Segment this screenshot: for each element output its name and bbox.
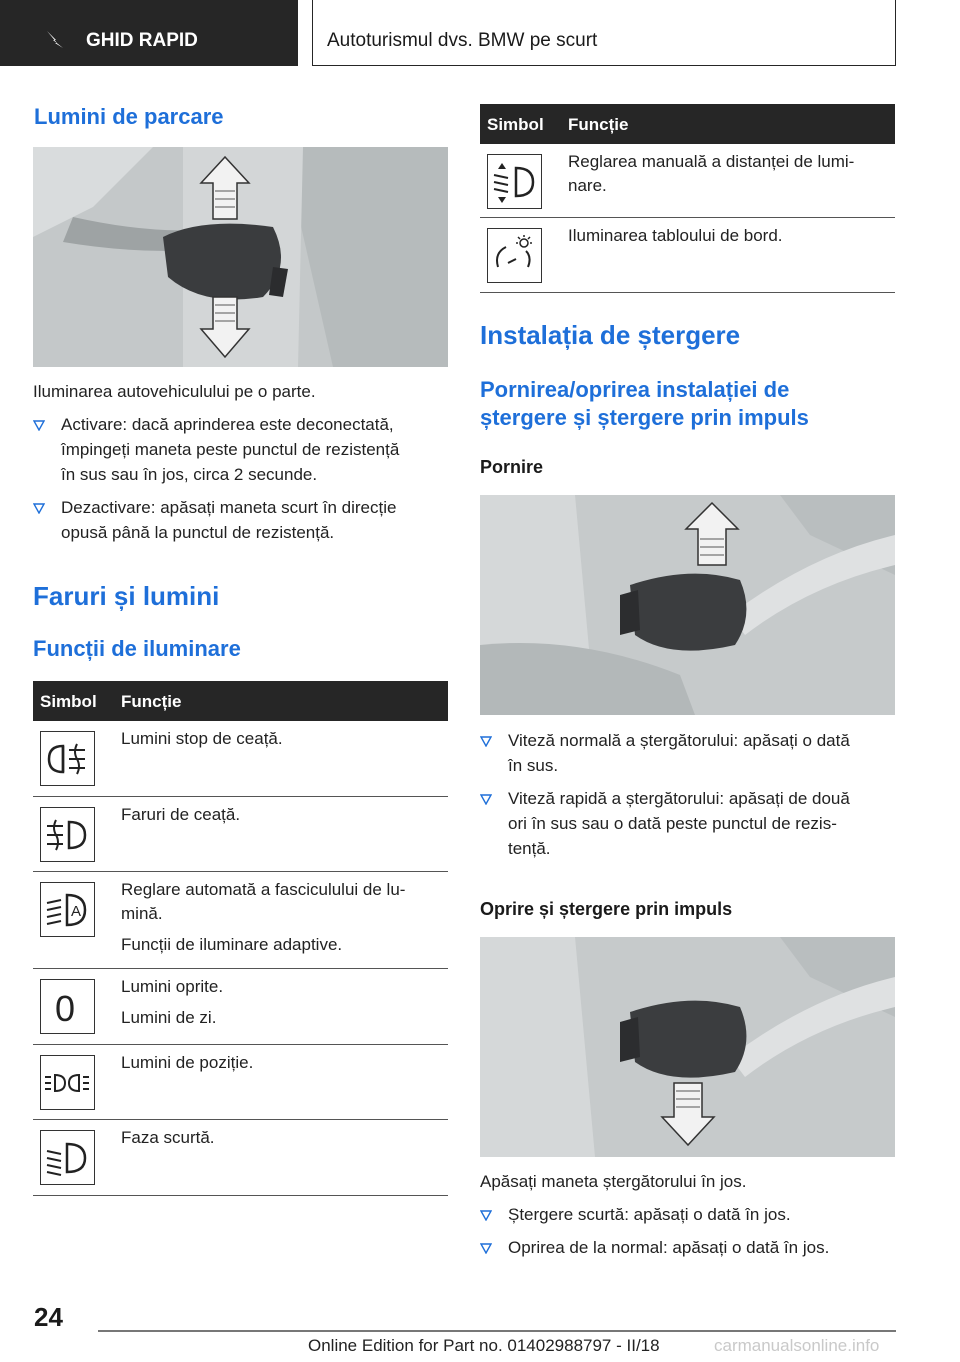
table-row bbox=[33, 721, 448, 797]
bullet-arrow-icon bbox=[480, 1243, 492, 1254]
bullet-line: Activare: dacă aprinderea este deconectată, bbox=[61, 415, 394, 434]
bullet-line: Viteză rapidă a ștergătorului: apăsați de două bbox=[508, 789, 850, 808]
row-line: Lumini oprite. bbox=[121, 977, 224, 996]
wiper-lever-up-photo bbox=[480, 495, 895, 715]
subheading-line: ștergere și ștergere prin impuls bbox=[480, 405, 809, 430]
rear-fog-light-icon bbox=[40, 731, 95, 786]
row-line: Lumini de poziție. bbox=[121, 1053, 254, 1072]
row-line: Lumini de zi. bbox=[121, 1008, 217, 1027]
col-function: Funcție bbox=[568, 115, 629, 134]
row-text bbox=[121, 1051, 253, 1075]
front-fog-light-icon bbox=[40, 807, 95, 862]
row-text bbox=[121, 1126, 215, 1150]
row-line: Faza scurtă. bbox=[121, 1128, 215, 1147]
chapter-title: Autoturismul dvs. BMW pe scurt bbox=[327, 30, 598, 51]
bullet-line: în sus sau în jos, circa 2 secunde. bbox=[61, 465, 318, 484]
page-number: 24 bbox=[34, 1302, 63, 1332]
parking-light-icon bbox=[40, 1055, 95, 1110]
row-line: Reglare automată a fasciculului de lu- bbox=[121, 880, 406, 899]
table-header bbox=[33, 681, 448, 721]
bullet-line: tență. bbox=[508, 839, 551, 858]
bullet-line: opusă până la punctul de rezistență. bbox=[61, 523, 335, 542]
row-line: Funcții de iluminare adaptive. bbox=[121, 935, 343, 954]
wiper-lever-down-photo bbox=[480, 937, 895, 1157]
row-line: Faruri de ceață. bbox=[121, 805, 241, 824]
lights-subheading: Funcții de iluminare bbox=[33, 636, 241, 661]
parking-heading: Lumini de parcare bbox=[34, 104, 224, 129]
low-beam-icon bbox=[40, 1130, 95, 1185]
table-header bbox=[480, 104, 895, 144]
table-row bbox=[33, 872, 448, 969]
row-line: nare. bbox=[568, 176, 607, 195]
col-function: Funcție bbox=[121, 692, 182, 711]
table-row bbox=[33, 969, 448, 1045]
chapter-tab bbox=[312, 0, 896, 66]
bullet-arrow-icon bbox=[480, 1210, 492, 1221]
table-row bbox=[33, 1120, 448, 1196]
row-line: Iluminarea tabloului de bord. bbox=[568, 226, 783, 245]
lighting-functions-table-cont bbox=[480, 104, 895, 293]
row-text bbox=[568, 224, 783, 248]
watermark: carmanualsonline.info bbox=[714, 1336, 880, 1355]
row-line: Lumini stop de ceață. bbox=[121, 729, 283, 748]
footer-divider bbox=[98, 1330, 896, 1332]
section-label: GHID RAPID bbox=[86, 30, 198, 51]
parking-bullet-deactivate bbox=[33, 495, 396, 545]
wiper-bullet-stop bbox=[480, 1235, 829, 1260]
col-symbol: Simbol bbox=[487, 115, 544, 134]
bullet-line: Dezactivare: apăsați maneta scurt în direcție bbox=[61, 498, 397, 517]
lights-off-icon bbox=[40, 979, 95, 1034]
parking-lever-photo bbox=[33, 147, 448, 367]
auto-headlight-icon bbox=[40, 882, 95, 937]
table-row bbox=[33, 797, 448, 872]
bullet-line: Oprirea de la normal: apăsați o dată în jos. bbox=[508, 1238, 830, 1257]
bullet-arrow-icon bbox=[33, 420, 45, 431]
table-row bbox=[33, 1045, 448, 1120]
bullet-line: Viteză normală a ștergătorului: apăsați o dată bbox=[508, 731, 850, 750]
wipers-on-label: Pornire bbox=[480, 457, 544, 477]
section-tab bbox=[0, 0, 298, 66]
parking-intro: Iluminarea autovehiculului pe o parte. bbox=[33, 382, 316, 401]
wipers-off-intro: Apăsați maneta ștergătorului în jos. bbox=[480, 1172, 747, 1191]
bullet-line: Ștergere scurtă: apăsați o dată în jos. bbox=[508, 1205, 791, 1224]
parking-bullet-activate bbox=[33, 412, 399, 487]
bullet-line: ori în sus sau o dată peste punctul de rezis- bbox=[508, 814, 837, 833]
wiper-bullet-normal bbox=[480, 728, 850, 778]
wipers-heading: Instalația de ștergere bbox=[480, 320, 741, 350]
svg-text:0: 0 bbox=[55, 988, 76, 1029]
row-text bbox=[121, 727, 283, 751]
bullet-arrow-icon bbox=[480, 794, 492, 805]
instrument-lighting-icon bbox=[487, 228, 542, 283]
row-text bbox=[568, 150, 854, 198]
wipers-subheading bbox=[480, 376, 809, 432]
wiper-bullet-short bbox=[480, 1202, 791, 1227]
row-line: Reglarea manuală a distanței de lumi- bbox=[568, 152, 855, 171]
table-row bbox=[480, 144, 895, 218]
headlight-range-control-icon bbox=[487, 154, 542, 209]
edition-text: Online Edition for Part no. 01402988797 - II/18 bbox=[308, 1336, 660, 1355]
table-row bbox=[480, 218, 895, 293]
wiper-bullet-fast bbox=[480, 786, 850, 861]
col-symbol: Simbol bbox=[40, 692, 97, 711]
row-text bbox=[121, 878, 405, 957]
bullet-line: împingeți maneta peste punctul de rezistență bbox=[61, 440, 400, 459]
row-text bbox=[121, 803, 240, 827]
lightning-bolt-icon bbox=[44, 28, 66, 50]
row-text bbox=[121, 975, 223, 1030]
lighting-functions-table bbox=[33, 681, 448, 1196]
bullet-line: în sus. bbox=[508, 756, 559, 775]
row-line: mină. bbox=[121, 904, 163, 923]
bullet-arrow-icon bbox=[480, 736, 492, 747]
wipers-off-label: Oprire și ștergere prin impuls bbox=[480, 899, 733, 919]
svg-text:A: A bbox=[71, 903, 82, 920]
bullet-arrow-icon bbox=[33, 503, 45, 514]
lights-heading: Faruri și lumini bbox=[33, 581, 220, 611]
subheading-line: Pornirea/oprirea instalației de bbox=[480, 377, 790, 402]
